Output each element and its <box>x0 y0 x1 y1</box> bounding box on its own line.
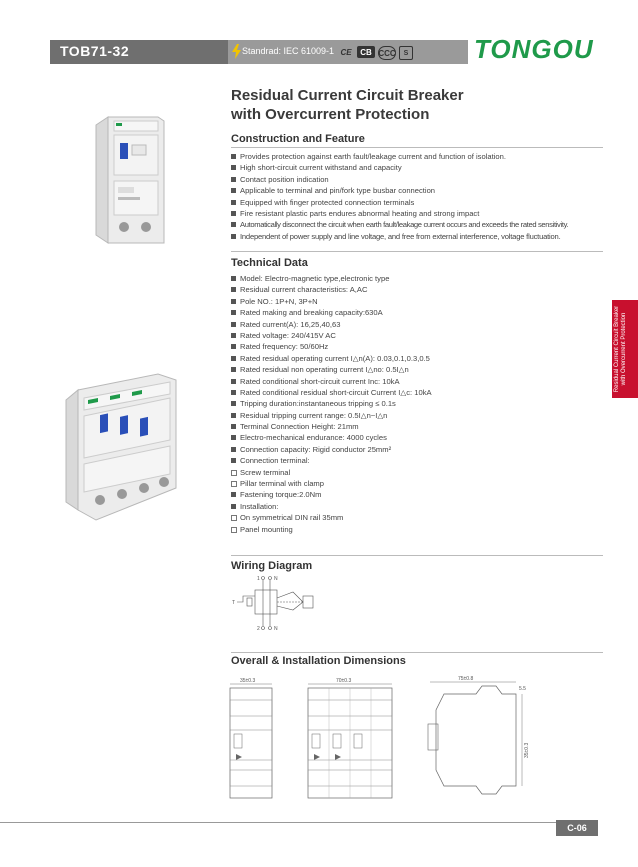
terminal-label: 2 <box>257 626 260 632</box>
standard-text: Standrad: IEC 61009-1 <box>242 46 335 56</box>
technical-title: Technical Data <box>231 257 308 269</box>
product-title-line1: Residual Current Circuit Breaker <box>231 87 464 104</box>
model-number: TOB71-32 <box>60 43 130 59</box>
list-item: Terminal Connection Height: 21mm <box>231 421 611 432</box>
product-title <box>231 86 464 124</box>
section-divider <box>231 555 603 556</box>
list-item: Rated conditional short-circuit current Inc: 10kA <box>231 376 611 387</box>
list-item: Rated residual operating current I△n(A): 0.03,0.1,0.3,0.5 <box>231 353 611 364</box>
model-bar <box>50 40 228 64</box>
technical-list <box>231 273 611 535</box>
side-tab-label: Residual Current Circuit Breaker with Overcurrent Protection <box>614 305 627 393</box>
product-photo-3p <box>58 370 198 530</box>
list-item: Connection capacity: Rigid conductor 25mm² <box>231 444 611 455</box>
list-item: Rated voltage: 240/415V AC <box>231 330 611 341</box>
product-photo-1p <box>92 115 174 247</box>
cb-mark-icon: CB <box>357 46 375 58</box>
list-item: Contact position indication <box>231 174 611 185</box>
construction-title: Construction and Feature <box>231 133 365 145</box>
terminal-label: N <box>274 626 278 632</box>
brand-logo: TONGOU <box>474 34 594 64</box>
ccc-mark-icon: CCC <box>378 46 396 60</box>
side-tab <box>612 300 638 398</box>
s-mark-icon: S <box>399 46 413 60</box>
list-item: Model: Electro-magnetic type,electronic type <box>231 273 611 284</box>
product-title-line2: with Overcurrent Protection <box>231 106 430 123</box>
list-item: Fire resistant plastic parts endures abnormal heating and strong impact <box>231 208 611 219</box>
list-item: Fastening torque:2.0Nm <box>231 489 611 500</box>
list-item: High short-circuit current withstand and capacity <box>231 162 611 173</box>
terminal-label: 1 <box>257 576 260 582</box>
list-item: Screw terminal <box>231 467 611 478</box>
dimension-depth: 75±0.8 <box>458 676 474 682</box>
dimension-width-1p: 35±0.3 <box>240 678 256 684</box>
list-item: Pillar terminal with clamp <box>231 478 611 489</box>
list-item: Rated current(A): 16,25,40,63 <box>231 319 611 330</box>
dimension-height: 35±0.3 <box>524 742 530 758</box>
list-item: Pole NO.: 1P+N, 3P+N <box>231 296 611 307</box>
list-item: On symmetrical DIN rail 35mm <box>231 512 611 523</box>
list-item: Connection terminal: <box>231 455 611 466</box>
list-item: Independent of power supply and line voltage, and free from external interference, voltage fluctuation. <box>231 231 611 242</box>
dimension-width-3p: 70±0.3 <box>336 678 352 684</box>
list-item: Tripping duration:instantaneous tripping ≤ 0.1s <box>231 398 611 409</box>
list-item: Provides protection against earth fault/leakage current and function of isolation. <box>231 151 611 162</box>
ce-mark-icon: CE <box>340 47 352 57</box>
list-item: Installation: <box>231 501 611 512</box>
dimensions-drawing <box>226 670 536 800</box>
list-item: Rated conditional residual short-circuit Current I△c: 10kA <box>231 387 611 398</box>
list-item: Rated frequency: 50/60Hz <box>231 341 611 352</box>
certification-marks <box>338 46 413 59</box>
footer-divider <box>0 822 598 823</box>
list-item: Rated residual non operating current I△no: 0.5I△n <box>231 364 611 375</box>
list-item: Residual tripping current range: 0.5I△n~I△n <box>231 410 611 421</box>
construction-list <box>231 151 611 242</box>
list-item: Equipped with finger protected connection terminals <box>231 197 611 208</box>
list-item: Residual current characteristics: A,AC <box>231 284 611 295</box>
wiring-diagram <box>231 572 331 634</box>
wiring-title: Wiring Diagram <box>231 560 313 572</box>
section-divider <box>231 251 603 252</box>
list-item: Electro-mechanical endurance: 4000 cycles <box>231 432 611 443</box>
dimensions-title: Overall & Installation Dimensions <box>231 655 406 667</box>
list-item: Rated making and breaking capacity:630A <box>231 307 611 318</box>
section-divider <box>231 147 603 148</box>
page-number: C-06 <box>556 820 598 836</box>
list-item: Panel mounting <box>231 524 611 535</box>
lightning-icon <box>232 44 241 59</box>
test-label: T <box>232 600 236 606</box>
dimension-offset: 5.5 <box>519 686 526 692</box>
terminal-label: N <box>274 576 278 582</box>
section-divider <box>231 652 603 653</box>
list-item: Automatically disconnect the circuit when earth fault/leakage current occurs and exceeds the rated sensitivity. <box>231 219 611 230</box>
list-item: Applicable to terminal and pin/fork type busbar connection <box>231 185 611 196</box>
